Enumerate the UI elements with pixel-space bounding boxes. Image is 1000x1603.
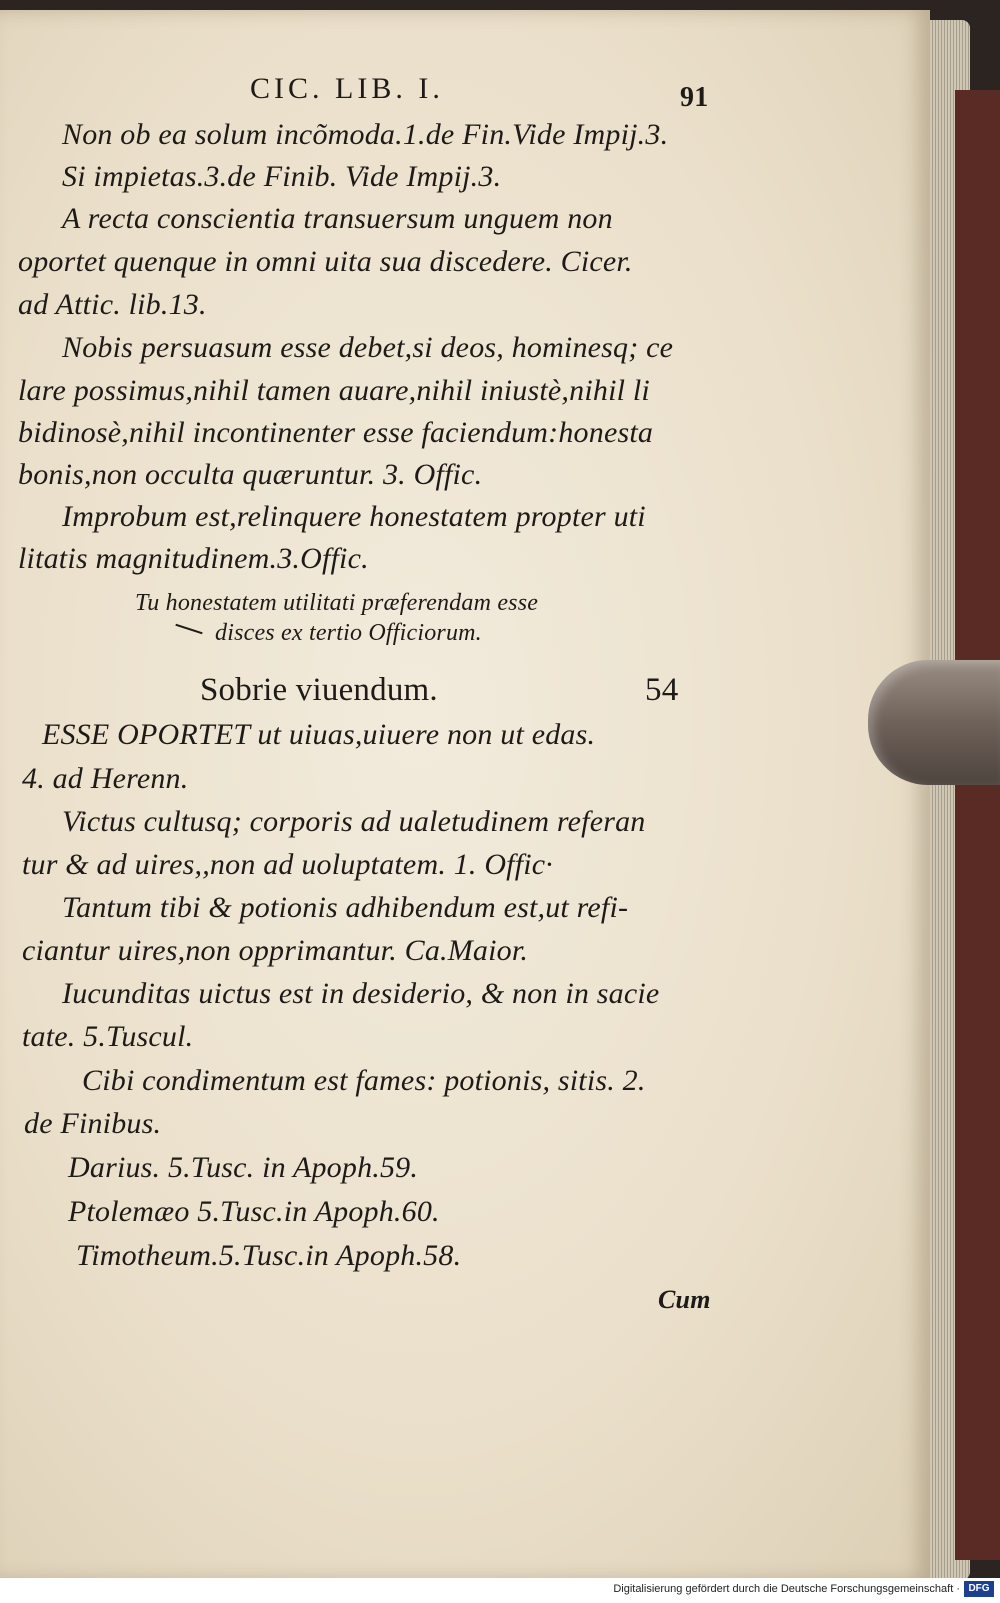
running-header: CIC. LIB. I. <box>250 72 444 105</box>
text-line: ad Attic. lib.13. <box>18 288 207 321</box>
text-line: lare possimus,nihil tamen auare,nihil iniustè,nihil li <box>18 374 650 407</box>
section-heading: Sobrie viuendum. <box>200 672 438 708</box>
margin-note-line: Tu honestatem utilitati præferendam esse <box>135 590 539 616</box>
text-line: ESSE OPORTET ut uiuas,uiuere non ut edas. <box>42 718 596 751</box>
text-line: Iucunditas uictus est in desiderio, & non in sacie <box>62 977 660 1010</box>
text-line: tur & ad uires,,non ad uoluptatem. 1. Offic· <box>22 848 554 881</box>
text-line: Cibi condimentum est fames: potionis, sitis. 2. <box>82 1064 646 1097</box>
page-number: 91 <box>680 82 709 113</box>
text-line: oportet quenque in omni uita sua discedere. Cicer. <box>18 245 633 278</box>
text-line: Tantum tibi & potionis adhibendum est,ut refi- <box>62 891 629 924</box>
catchword: Cum <box>658 1285 711 1314</box>
section-number: 54 <box>645 672 679 708</box>
margin-note-line: disces ex tertio Officiorum. <box>215 620 482 646</box>
text-line: Nobis persuasum esse debet,si deos, hominesq; ce <box>62 331 674 364</box>
text-line: tate. 5.Tuscul. <box>22 1020 194 1053</box>
text-line: 4. ad Herenn. <box>22 762 189 795</box>
text-line: A recta conscientia transuersum unguem non <box>62 202 613 235</box>
text-line: bidinosè,nihil incontinenter esse faciendum:honesta <box>18 416 654 449</box>
book-clasp <box>868 660 1000 785</box>
text-line: Timotheum.5.Tusc.in Apoph.58. <box>76 1239 462 1272</box>
funding-credit: Digitalisierung gefördert durch die Deutsche Forschungsgemeinschaft · <box>613 1583 960 1595</box>
text-line: litatis magnitudinem.3.Offic. <box>18 542 369 575</box>
text-line: Victus cultusq; corporis ad ualetudinem referan <box>62 805 646 838</box>
book-cover-edge <box>955 90 1000 1560</box>
text-line: Ptolemæo 5.Tusc.in Apoph.60. <box>68 1195 440 1228</box>
dfg-logo: DFG <box>964 1581 994 1597</box>
text-line: Darius. 5.Tusc. in Apoph.59. <box>68 1151 419 1184</box>
text-line: ciantur uires,non opprimantur. Ca.Maior. <box>22 934 529 967</box>
text-line: Si impietas.3.de Finib. Vide Impij.3. <box>62 160 502 193</box>
text-line: de Finibus. <box>24 1107 162 1140</box>
text-line: Non ob ea solum incõmoda.1.de Fin.Vide Impij.3. <box>62 118 669 151</box>
text-line: bonis,non occulta quæruntur. 3. Offic. <box>18 458 483 491</box>
text-line: Improbum est,relinquere honestatem propter uti <box>62 500 646 533</box>
